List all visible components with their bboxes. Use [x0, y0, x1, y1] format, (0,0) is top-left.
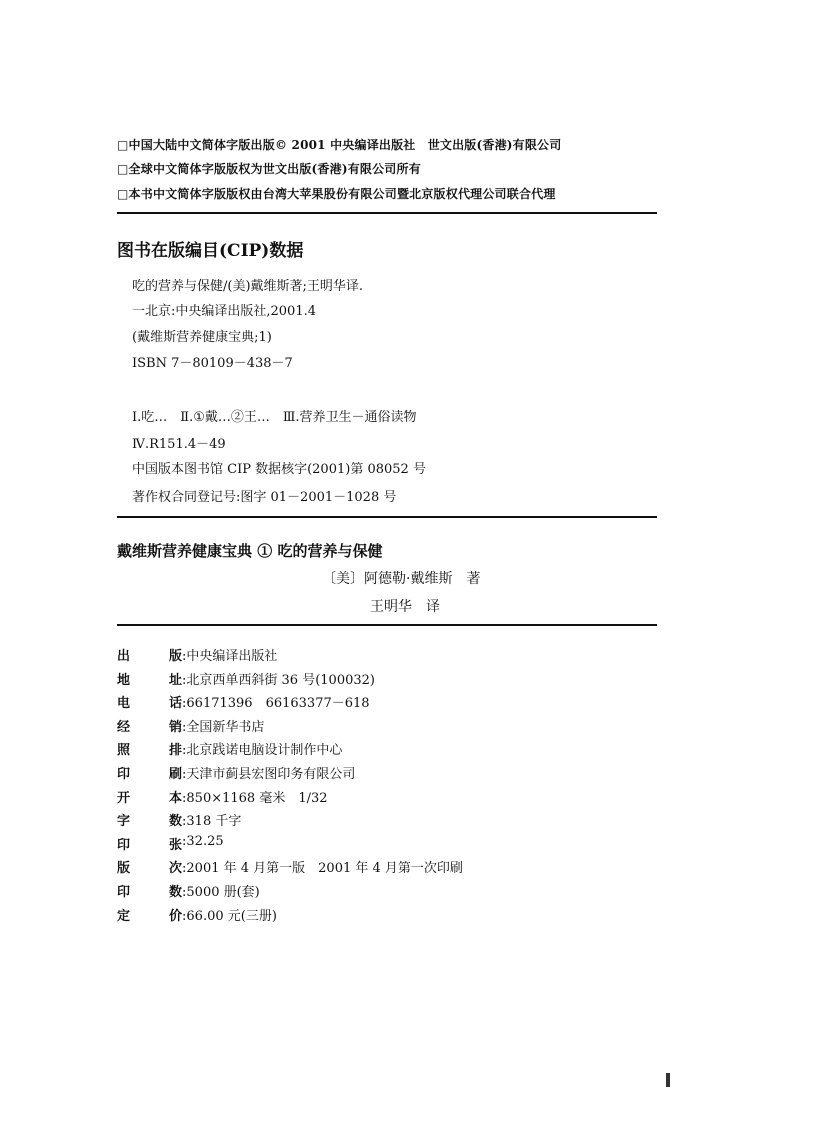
info-row	[117, 834, 224, 853]
cip-line: 著作权合同登记号:图字 01－2001－1028 号	[132, 490, 397, 505]
info-row	[117, 763, 355, 782]
cip-line: ISBN 7－80109－438－7	[132, 356, 293, 371]
info-label: 印	[117, 767, 131, 782]
series-title: 戴维斯营养健康宝典 ① 吃的营养与保健	[117, 542, 383, 560]
info-key: 版	[169, 649, 183, 664]
cip-line: Ⅰ.吃… Ⅱ.①戴…②王… Ⅲ.营养卫生－通俗读物	[132, 410, 417, 425]
divider	[117, 624, 657, 626]
info-value: :全国新华书店	[182, 719, 265, 735]
info-row	[117, 716, 264, 735]
info-label: 电	[117, 696, 131, 712]
info-value: :32.25	[182, 833, 224, 849]
info-key: 次	[169, 861, 183, 877]
info-row	[117, 669, 375, 688]
info-key: 址	[169, 672, 183, 688]
divider	[117, 516, 657, 518]
info-row	[117, 692, 370, 711]
info-label: 印	[117, 885, 131, 900]
info-value: :北京践诺电脑设计制作中心	[182, 743, 343, 759]
info-value: :中央编译出版社	[182, 649, 278, 664]
info-key: 数	[169, 885, 183, 900]
info-key: 话	[169, 696, 183, 712]
cip-line: 吃的营养与保健/(美)戴维斯著;王明华译.	[132, 279, 364, 294]
info-key: 数	[169, 814, 183, 830]
info-label: 印	[117, 837, 131, 853]
info-row	[117, 857, 463, 876]
info-value: :天津市蓟县宏图印务有限公司	[182, 767, 356, 782]
info-label: 经	[117, 719, 131, 735]
info-label: 照	[117, 743, 131, 759]
copyright-notice-2: □全球中文简体字版版权为世文出版(香港)有限公司所有	[117, 162, 421, 176]
info-label: 地	[117, 672, 131, 688]
info-value: :2001 年 4 月第一版 2001 年 4 月第一次印刷	[182, 861, 463, 877]
info-key: 张	[169, 837, 183, 853]
scan-mark	[666, 1073, 670, 1087]
info-value: :66171396 66163377－618	[182, 696, 370, 712]
info-row	[117, 645, 277, 664]
info-label: 版	[117, 861, 131, 877]
cip-line: (戴维斯营养健康宝典;1)	[132, 330, 272, 345]
info-label: 开	[117, 790, 131, 806]
info-key: 价	[169, 908, 183, 924]
info-label: 定	[117, 908, 131, 924]
info-value: :318 千字	[182, 814, 242, 830]
info-key: 销	[169, 719, 183, 735]
info-label: 出	[117, 649, 131, 664]
copyright-notice-1: □中国大陆中文简体字版出版© 2001 中央编译出版社 世文出版(香港)有限公司	[117, 138, 562, 152]
info-label: 字	[117, 814, 131, 830]
cip-line: 中国版本图书馆 CIP 数据核字(2001)第 08052 号	[132, 462, 426, 477]
info-key: 排	[169, 743, 183, 759]
info-value: :850×1168 毫米 1/32	[182, 790, 328, 806]
info-row	[117, 881, 260, 900]
info-row	[117, 810, 241, 829]
divider	[117, 212, 657, 214]
info-value: :北京西单西斜街 36 号(100032)	[182, 672, 375, 688]
cip-line: 一北京:中央编译出版社,2001.4	[132, 304, 316, 319]
info-row	[117, 787, 328, 806]
author-line: 〔美〕阿德勒·戴维斯 著	[322, 571, 481, 587]
copyright-notice-3: □本书中文简体字版版权由台湾大苹果股份有限公司暨北京版权代理公司联合代理	[117, 187, 556, 201]
cip-line: Ⅳ.R151.4－49	[132, 437, 226, 452]
info-value: :5000 册(套)	[182, 885, 260, 900]
info-key: 本	[169, 790, 183, 806]
translator-line: 王明华 译	[370, 599, 440, 615]
info-value: :66.00 元(三册)	[182, 908, 277, 924]
info-row	[117, 905, 277, 924]
info-key: 刷	[169, 767, 183, 782]
info-row	[117, 739, 342, 758]
cip-title: 图书在版编目(CIP)数据	[117, 241, 304, 261]
